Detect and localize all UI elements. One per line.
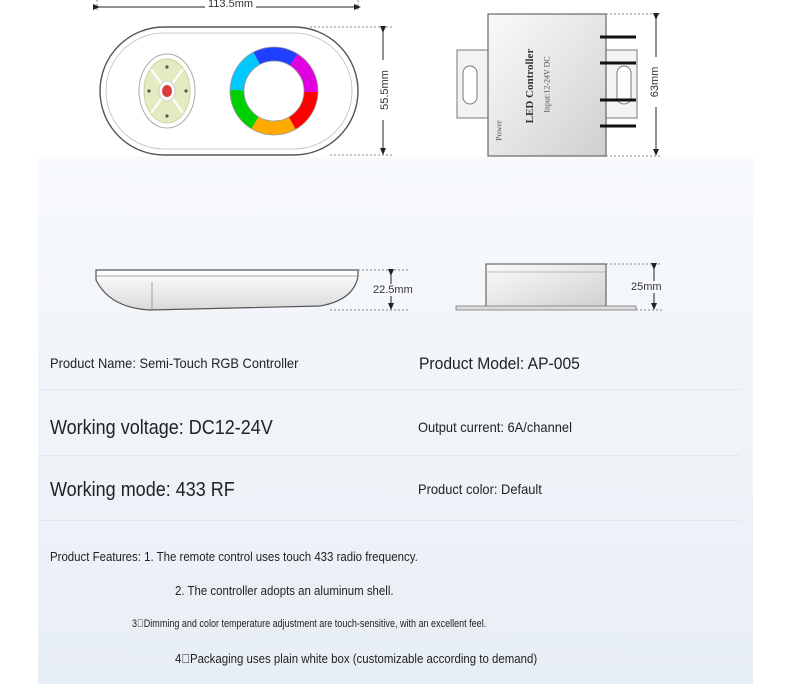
output-current: Output current: 6A/channel	[418, 419, 572, 435]
controller-depth-label: 25mm	[631, 281, 662, 293]
separator	[40, 389, 740, 390]
controller-brand-label: LED Controller	[524, 48, 536, 124]
controller-input-label: Input:12-24V DC	[542, 56, 552, 113]
feature-1: Product Features: 1. The remote control uses touch 433 radio frequency.	[50, 549, 418, 564]
controller-top-view	[457, 14, 662, 156]
feature-3: 3 Dimming and color temperature adjustment are touch-sensitive, with an excellent feel.	[132, 618, 487, 630]
down-button-icon	[165, 114, 168, 117]
up-button-icon	[165, 65, 168, 68]
product-color: Product color: Default	[418, 481, 542, 497]
remote-width-label: 113.5mm	[205, 0, 256, 10]
remote-side-view	[96, 270, 408, 310]
mounting-plate	[456, 306, 636, 310]
controller-height-label: 63mm	[649, 57, 661, 107]
remote-top-view	[97, 0, 392, 155]
remote-depth-label: 22.5mm	[373, 284, 413, 296]
separator	[40, 455, 740, 456]
product-model: Product Model: AP-005	[419, 354, 580, 373]
rgb-touch-ring	[230, 47, 318, 135]
separator	[40, 520, 740, 521]
product-name: Product Name: Semi-Touch RGB Controller	[50, 355, 299, 371]
feature-4: 4 Packaging uses plain white box (customizable according to demand)	[175, 651, 538, 666]
remote-height-label: 55.5mm	[379, 60, 391, 120]
working-mode: Working mode: 433 RF	[50, 479, 235, 501]
controller-power-label: Power	[494, 120, 504, 141]
power-button-icon	[162, 85, 172, 97]
feature-2: 2. The controller adopts an aluminum shell.	[175, 583, 394, 598]
right-button-icon	[184, 89, 187, 92]
working-voltage: Working voltage: DC12-24V	[50, 417, 273, 439]
left-button-icon	[147, 89, 150, 92]
